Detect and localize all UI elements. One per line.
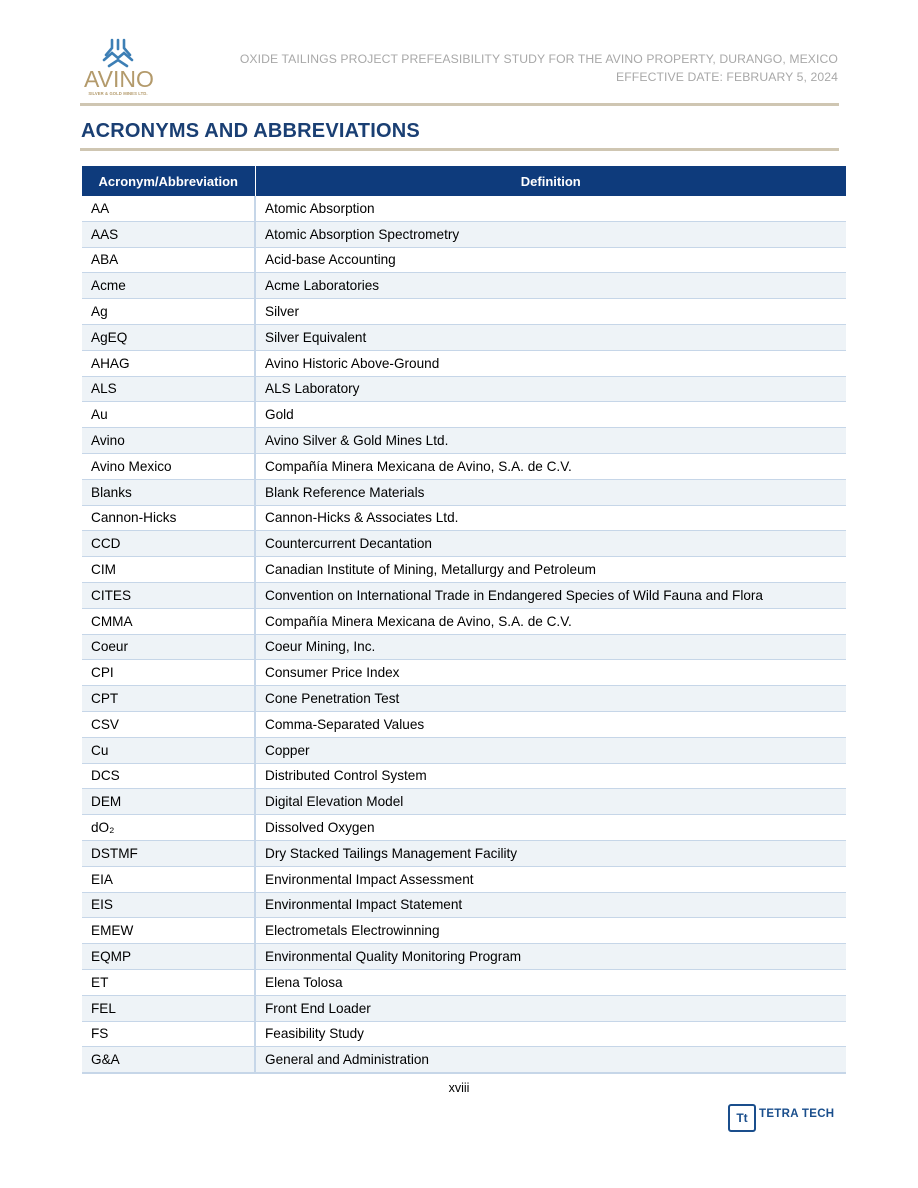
header-effective-date: EFFECTIVE DATE: FEBRUARY 5, 2024	[616, 70, 838, 84]
title-underline	[80, 148, 839, 151]
table-row	[82, 789, 846, 815]
definition-cell: Canadian Institute of Mining, Metallurgy and Petroleum	[255, 557, 846, 583]
acronym-cell: EIS	[82, 892, 255, 918]
table-row	[82, 324, 846, 350]
table-row	[82, 247, 846, 273]
avino-logo	[84, 38, 154, 98]
acronym-cell: FEL	[82, 995, 255, 1021]
definition-cell: Digital Elevation Model	[255, 789, 846, 815]
acronym-cell: AA	[82, 196, 255, 221]
table-row	[82, 453, 846, 479]
definition-cell: Consumer Price Index	[255, 660, 846, 686]
table-row	[82, 505, 846, 531]
definition-cell: Compañía Minera Mexicana de Avino, S.A. de C.V.	[255, 453, 846, 479]
definition-cell: Coeur Mining, Inc.	[255, 634, 846, 660]
table-row	[82, 995, 846, 1021]
acronym-cell: Avino Mexico	[82, 453, 255, 479]
definition-cell: Silver Equivalent	[255, 324, 846, 350]
acronym-cell: DEM	[82, 789, 255, 815]
definition-cell: Atomic Absorption Spectrometry	[255, 221, 846, 247]
acronym-cell: EIA	[82, 866, 255, 892]
acronym-cell: AgEQ	[82, 324, 255, 350]
definition-cell: General and Administration	[255, 1047, 846, 1073]
definition-cell: Comma-Separated Values	[255, 711, 846, 737]
acronym-cell: G&A	[82, 1047, 255, 1073]
definition-cell: Dry Stacked Tailings Management Facility	[255, 840, 846, 866]
acronym-cell: ABA	[82, 247, 255, 273]
definition-cell: Feasibility Study	[255, 1021, 846, 1047]
acronym-cell: Blanks	[82, 479, 255, 505]
definition-cell: Dissolved Oxygen	[255, 815, 846, 841]
table-row	[82, 376, 846, 402]
page-number: xviii	[448, 1081, 470, 1095]
table-row	[82, 299, 846, 325]
table-row	[82, 840, 846, 866]
acronym-cell: FS	[82, 1021, 255, 1047]
definition-cell: Compañía Minera Mexicana de Avino, S.A. de C.V.	[255, 608, 846, 634]
definition-cell: Front End Loader	[255, 995, 846, 1021]
table-row	[82, 686, 846, 712]
table-row	[82, 557, 846, 583]
table-row	[82, 1047, 846, 1073]
table-row	[82, 531, 846, 557]
table-row	[82, 479, 846, 505]
column-header-acronym: Acronym/Abbreviation	[82, 166, 255, 196]
acronym-cell: CPI	[82, 660, 255, 686]
header-project-title: OXIDE TAILINGS PROJECT PREFEASIBILITY STUDY FOR THE AVINO PROPERTY, DURANGO, MEXICO	[239, 52, 838, 66]
table-header-row	[82, 166, 846, 196]
acronym-cell: dO₂	[82, 815, 255, 841]
acronym-cell: Cannon-Hicks	[82, 505, 255, 531]
definition-cell: Environmental Impact Assessment	[255, 866, 846, 892]
table-row	[82, 608, 846, 634]
definition-cell: Convention on International Trade in Endangered Species of Wild Fauna and Flora	[255, 582, 846, 608]
acronym-cell: CPT	[82, 686, 255, 712]
acronym-cell: DCS	[82, 763, 255, 789]
acronym-cell: AHAG	[82, 350, 255, 376]
table-row	[82, 711, 846, 737]
acronym-cell: EQMP	[82, 944, 255, 970]
avino-logo-tagline: SILVER & GOLD MINES LTD.	[88, 91, 148, 96]
table-row	[82, 402, 846, 428]
avino-mark-icon	[100, 38, 136, 68]
table-row	[82, 273, 846, 299]
definition-cell: Acid-base Accounting	[255, 247, 846, 273]
definition-cell: Avino Silver & Gold Mines Ltd.	[255, 428, 846, 454]
header-divider	[80, 103, 839, 106]
definition-cell: Electrometals Electrowinning	[255, 918, 846, 944]
table-row	[82, 918, 846, 944]
definition-cell: Gold	[255, 402, 846, 428]
definition-cell: Blank Reference Materials	[255, 479, 846, 505]
acronym-cell: EMEW	[82, 918, 255, 944]
definition-cell: Acme Laboratories	[255, 273, 846, 299]
acronym-cell: AAS	[82, 221, 255, 247]
definition-cell: Copper	[255, 737, 846, 763]
acronym-cell: Coeur	[82, 634, 255, 660]
definition-cell: Silver	[255, 299, 846, 325]
table-row	[82, 944, 846, 970]
tetra-tech-mark-icon: Tt	[728, 1104, 756, 1132]
definition-cell: Avino Historic Above-Ground	[255, 350, 846, 376]
table-row	[82, 221, 846, 247]
table-row	[82, 582, 846, 608]
definition-cell: Distributed Control System	[255, 763, 846, 789]
acronym-cell: ALS	[82, 376, 255, 402]
acronym-cell: CITES	[82, 582, 255, 608]
table-row	[82, 196, 846, 221]
definition-cell: Cone Penetration Test	[255, 686, 846, 712]
definition-cell: Countercurrent Decantation	[255, 531, 846, 557]
acronym-cell: CCD	[82, 531, 255, 557]
acronym-cell: CSV	[82, 711, 255, 737]
table-row	[82, 660, 846, 686]
acronym-cell: Cu	[82, 737, 255, 763]
acronym-cell: ET	[82, 969, 255, 995]
avino-logo-text: AVINO	[84, 66, 154, 92]
table-row	[82, 815, 846, 841]
acronym-cell: Ag	[82, 299, 255, 325]
table-row	[82, 1021, 846, 1047]
table-row	[82, 737, 846, 763]
definition-cell: Atomic Absorption	[255, 196, 846, 221]
definition-cell: Environmental Impact Statement	[255, 892, 846, 918]
table-row	[82, 866, 846, 892]
definition-cell: Environmental Quality Monitoring Program	[255, 944, 846, 970]
table-row	[82, 969, 846, 995]
acronyms-table	[82, 166, 846, 1074]
acronym-cell: CIM	[82, 557, 255, 583]
definition-cell: Cannon-Hicks & Associates Ltd.	[255, 505, 846, 531]
definition-cell: Elena Tolosa	[255, 969, 846, 995]
table-row	[82, 350, 846, 376]
page-title: ACRONYMS AND ABBREVIATIONS	[81, 120, 420, 142]
acronym-cell: DSTMF	[82, 840, 255, 866]
table-row	[82, 892, 846, 918]
acronym-cell: Au	[82, 402, 255, 428]
acronym-cell: CMMA	[82, 608, 255, 634]
table-row	[82, 763, 846, 789]
acronym-cell: Avino	[82, 428, 255, 454]
tetra-tech-logo-text: TETRA TECH	[759, 1108, 835, 1120]
column-header-definition: Definition	[255, 166, 846, 196]
definition-cell: ALS Laboratory	[255, 376, 846, 402]
table-row	[82, 428, 846, 454]
acronym-cell: Acme	[82, 273, 255, 299]
table-row	[82, 634, 846, 660]
